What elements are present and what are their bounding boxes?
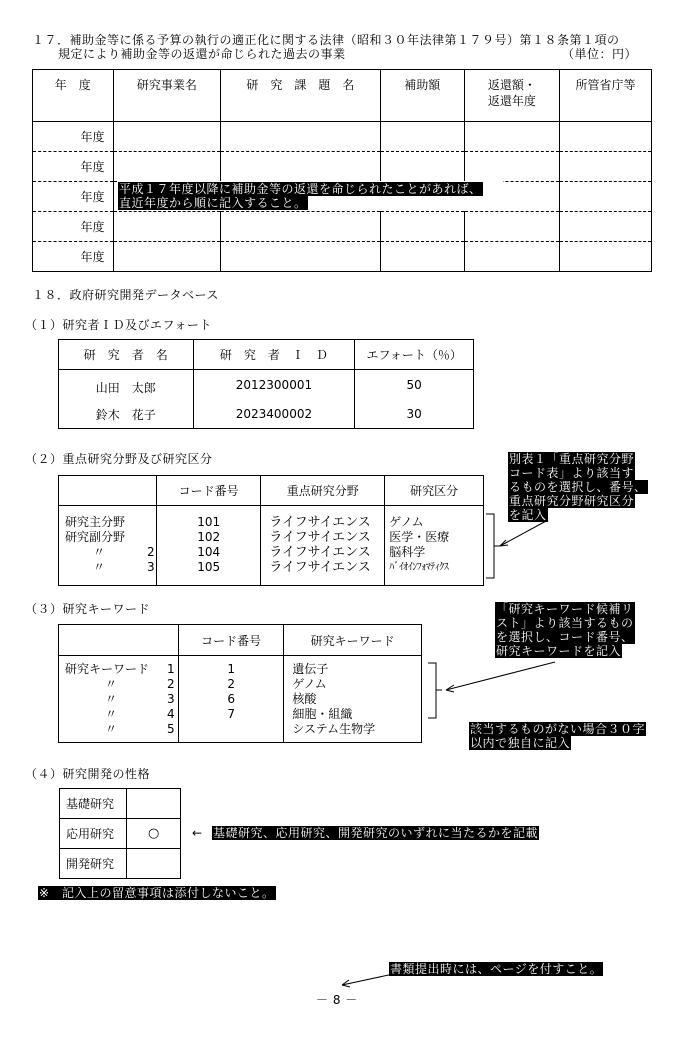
researcher-name[interactable]: 山田 太郎 <box>59 370 194 401</box>
code-value: 2 <box>227 677 235 691</box>
note-line: 「研究キーワード候補リ <box>496 602 634 616</box>
code-value: 104 <box>197 545 221 559</box>
sub4-title: （４）研究開発の性格 <box>25 767 151 781</box>
keyword-label: 〃 3 <box>105 692 175 706</box>
field-value: ライフサイエンス <box>269 560 371 575</box>
keyword-label: 研究キーワード 1 <box>65 662 175 676</box>
code-value: 1 <box>227 662 235 676</box>
note-line: スト」より該当するもの <box>496 616 634 630</box>
note-line: 研究キーワードを記入 <box>496 644 622 658</box>
year-cell[interactable]: 年度 <box>33 152 114 182</box>
header-year: 年 度 <box>33 70 114 122</box>
header-subsidy-amount: 補助額 <box>380 70 464 122</box>
category-value: ﾊﾞｲｵｲﾝﾌｫﾏﾃｨｸｽ <box>389 562 449 573</box>
header-effort: エフォート（％） <box>355 340 474 370</box>
year-cell[interactable]: 年度 <box>33 122 114 152</box>
note-line: 該当するものがない場合３０字 <box>470 722 646 736</box>
keyword-value: システム生物学 <box>292 722 376 736</box>
header-ministry: 所管省庁等 <box>560 70 652 122</box>
note-line: 別表１「重点研究分野 <box>509 452 635 466</box>
header-researcher-id: 研 究 者 Ｉ Ｄ <box>193 340 355 370</box>
year-cell[interactable]: 年度 <box>33 212 114 242</box>
mark-applied[interactable]: ○ <box>127 819 181 849</box>
researcher-id[interactable]: 2012300001 <box>193 370 355 401</box>
code-value: 105 <box>197 560 221 574</box>
keyword-label: 〃 5 <box>105 722 175 736</box>
category-value: 医学・医療 <box>389 530 450 544</box>
label-basic: 基礎研究 <box>60 789 127 819</box>
header-researcher-name: 研 究 者 名 <box>59 340 194 370</box>
label-development: 開発研究 <box>60 849 127 879</box>
bracket-sub2 <box>486 514 500 578</box>
note-line: を記入 <box>509 508 547 522</box>
sub1-title: （１）研究者ＩＤ及びエフォート <box>25 318 212 332</box>
category-value: 脳科学 <box>389 545 426 559</box>
code-value: 102 <box>197 530 221 544</box>
arrow-line-page <box>342 973 398 985</box>
label-main-field: 研究主分野 <box>65 515 126 529</box>
keyword-value: ゲノム <box>292 677 327 691</box>
header-keyword: 研究キーワード <box>284 625 422 656</box>
field-value: ライフサイエンス <box>269 545 371 560</box>
section17-title-line2: 規定により補助金等の返還が命じられた過去の事業 <box>58 47 346 61</box>
header-priority-field: 重点研究分野 <box>261 476 385 506</box>
sub2-title: （２）重点研究分野及び研究区分 <box>25 452 213 466</box>
category-value: ゲノム <box>389 515 424 529</box>
note-line: 以内で独自に記入 <box>470 736 571 750</box>
note-line: るものを選択し、番号、 <box>509 480 647 494</box>
keyword-value: 細胞・組織 <box>292 707 353 721</box>
code-value: 101 <box>197 515 221 529</box>
code-value: 7 <box>227 707 235 721</box>
effort-value[interactable]: 50 <box>406 378 422 392</box>
note-line: 重点研究分野研究区分 <box>509 494 635 508</box>
note-line: を選択し、コード番号、 <box>496 630 634 644</box>
bracket-sub3 <box>428 663 442 718</box>
header-refund-amount: 返還額・ <box>487 78 536 92</box>
year-cell[interactable]: 年度 <box>33 242 114 272</box>
section18-title: １８．政府研究開発データベース <box>32 288 219 302</box>
note-line: コード表」より該当す <box>509 466 635 480</box>
label-applied: 応用研究 <box>60 819 127 849</box>
header-project-name: 研究事業名 <box>113 70 221 122</box>
keyword-label: 〃 2 <box>105 677 175 691</box>
keyword-value: 遺伝子 <box>292 662 329 676</box>
sub4-note: 基礎研究、応用研究、開発研究のいずれに当たるかを記載 <box>213 826 539 840</box>
unit-label: （単位：円） <box>562 47 638 61</box>
left-arrow-icon: ← <box>192 826 203 840</box>
header-code: コード番号 <box>156 476 260 506</box>
header-code: コード番号 <box>178 625 283 656</box>
year-cell[interactable]: 年度 <box>33 182 114 212</box>
section17-note-line1: 平成１７年度以降に補助金等の返還を命じられたことがあれば、 <box>119 182 482 196</box>
keyword-value: 核酸 <box>292 692 317 706</box>
label-sub-field: 研究副分野 <box>65 530 126 544</box>
effort-value[interactable]: 30 <box>406 407 422 421</box>
researcher-name[interactable]: 鈴木 花子 <box>59 400 194 429</box>
section17-note-line2: 直近年度から順に記入すること。 <box>119 196 307 210</box>
researcher-id[interactable]: 2023400002 <box>193 400 355 429</box>
field-value: ライフサイエンス <box>269 515 371 530</box>
label-sub-field-2: 〃 2 <box>93 545 155 559</box>
caution-note: ※ 記入上の留意事項は添付しないこと。 <box>39 886 275 900</box>
arrow-head-icon <box>500 540 508 546</box>
page-number: － 8 － <box>316 993 358 1007</box>
arrow-line-sub2 <box>500 520 548 546</box>
page-note: 書類提出時には、ページを付すこと。 <box>390 962 603 976</box>
keyword-label: 〃 4 <box>105 707 175 721</box>
label-sub-field-3: 〃 3 <box>93 560 155 574</box>
field-value: ライフサイエンス <box>269 530 371 545</box>
header-refund-year: 返還年度 <box>487 94 536 108</box>
arrow-line-sub3 <box>446 662 555 690</box>
sub3-title: （３）研究キーワード <box>25 602 151 616</box>
header-research-title: 研 究 課 題 名 <box>221 70 381 122</box>
code-value: 6 <box>227 692 235 706</box>
section17-title-line1: １７．補助金等に係る予算の執行の適正化に関する法律（昭和３０年法律第１７９号）第１８条第１項の <box>32 33 620 47</box>
header-category: 研究区分 <box>385 476 484 506</box>
